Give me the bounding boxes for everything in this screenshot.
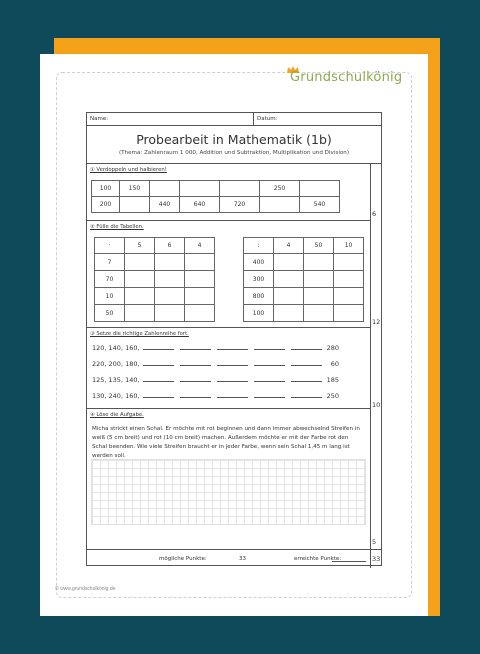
cell: 400 bbox=[244, 254, 274, 271]
cell bbox=[300, 181, 340, 197]
task-3-points: 10 bbox=[372, 401, 381, 409]
cell: 800 bbox=[244, 288, 274, 305]
task-2-points: 12 bbox=[372, 318, 381, 326]
task-3-title: ③ Setze die richtige Zahlenreihe fort. bbox=[90, 331, 189, 337]
cell: 7 bbox=[95, 254, 125, 271]
task-4-title: ④ Löse die Aufgabe. bbox=[90, 412, 144, 418]
max-points-label: mögliche Punkte: bbox=[159, 556, 207, 562]
cell: 6 bbox=[155, 238, 185, 254]
cell: : bbox=[244, 238, 274, 254]
cell: 440 bbox=[150, 197, 180, 213]
cell bbox=[260, 197, 300, 213]
cell: · bbox=[95, 238, 125, 254]
cell: 4 bbox=[274, 238, 304, 254]
page-title: Probearbeit in Mathematik (1b) bbox=[136, 132, 332, 147]
reached-points-line[interactable] bbox=[332, 561, 366, 562]
cell: 100 bbox=[244, 305, 274, 322]
points-summary-row bbox=[87, 549, 381, 567]
task-4 bbox=[87, 409, 370, 549]
cell: 4 bbox=[185, 238, 215, 254]
total-points: 33 bbox=[372, 555, 381, 563]
reached-points-label: erreichte Punkte: bbox=[294, 556, 342, 562]
cell: 200 bbox=[92, 197, 120, 213]
cell: 540 bbox=[300, 197, 340, 213]
task-1 bbox=[87, 164, 370, 221]
cell: 10 bbox=[95, 288, 125, 305]
cell: 70 bbox=[95, 271, 125, 288]
score-column bbox=[370, 164, 383, 549]
cell: 300 bbox=[244, 271, 274, 288]
cell bbox=[180, 181, 220, 197]
brand-logo: Grundschulkönig bbox=[290, 70, 403, 85]
task-4-points: 5 bbox=[372, 538, 377, 546]
task-3 bbox=[87, 328, 370, 409]
multiplication-table bbox=[94, 237, 215, 322]
name-label: Name: bbox=[90, 116, 109, 122]
sequence-row: 220, 200, 180, 60 bbox=[92, 360, 340, 368]
cell: 5 bbox=[125, 238, 155, 254]
page-subtitle: (Thema: Zahlenraum 1 000, Addition und Subtraktion, Multiplikation und Division) bbox=[118, 150, 350, 156]
answer-grid[interactable] bbox=[91, 459, 366, 525]
date-label: Datum: bbox=[257, 116, 278, 122]
header-row bbox=[87, 113, 381, 126]
cell bbox=[120, 197, 150, 213]
task-2 bbox=[87, 221, 370, 328]
task-1-table bbox=[91, 180, 340, 213]
exam-sheet bbox=[86, 112, 382, 566]
cell: 150 bbox=[120, 181, 150, 197]
cell: 640 bbox=[180, 197, 220, 213]
worksheet-paper bbox=[40, 54, 428, 616]
cell: 100 bbox=[92, 181, 120, 197]
cell bbox=[220, 181, 260, 197]
max-points-value: 33 bbox=[239, 556, 246, 562]
cell: 250 bbox=[260, 181, 300, 197]
cell: 50 bbox=[95, 305, 125, 322]
sequence-row: 125, 135, 140, 185 bbox=[92, 376, 340, 384]
sequence-row: 130, 240, 160, 250 bbox=[92, 392, 340, 400]
task-1-points: 6 bbox=[372, 210, 377, 218]
cell: 50 bbox=[304, 238, 334, 254]
division-table bbox=[243, 237, 364, 322]
task-2-title: ② Fülle die Tabellen. bbox=[90, 224, 144, 230]
footer-copyright: © www.grundschulkönig.de bbox=[55, 586, 116, 592]
cell: 10 bbox=[334, 238, 364, 254]
sequence-row: 120, 140, 160, 280 bbox=[92, 344, 340, 352]
cell: 720 bbox=[220, 197, 260, 213]
task-4-text: Micha strickt einen Schal. Er möchte mit rot beginnen und dann immer abwechselnd Streifen in weiß (5 cm breit) und rot (10 cm breit) machen. Außerdem möchte er mit der Farbe rot den Schal beenden. Wie viele Streifen braucht er in jeder Farbe, wenn sein Schal 1,45 m lang ist werden soll. bbox=[92, 426, 360, 459]
task-1-title: ① Verdoppeln und halbieren! bbox=[90, 167, 167, 173]
cell bbox=[150, 181, 180, 197]
title-block bbox=[87, 126, 381, 164]
